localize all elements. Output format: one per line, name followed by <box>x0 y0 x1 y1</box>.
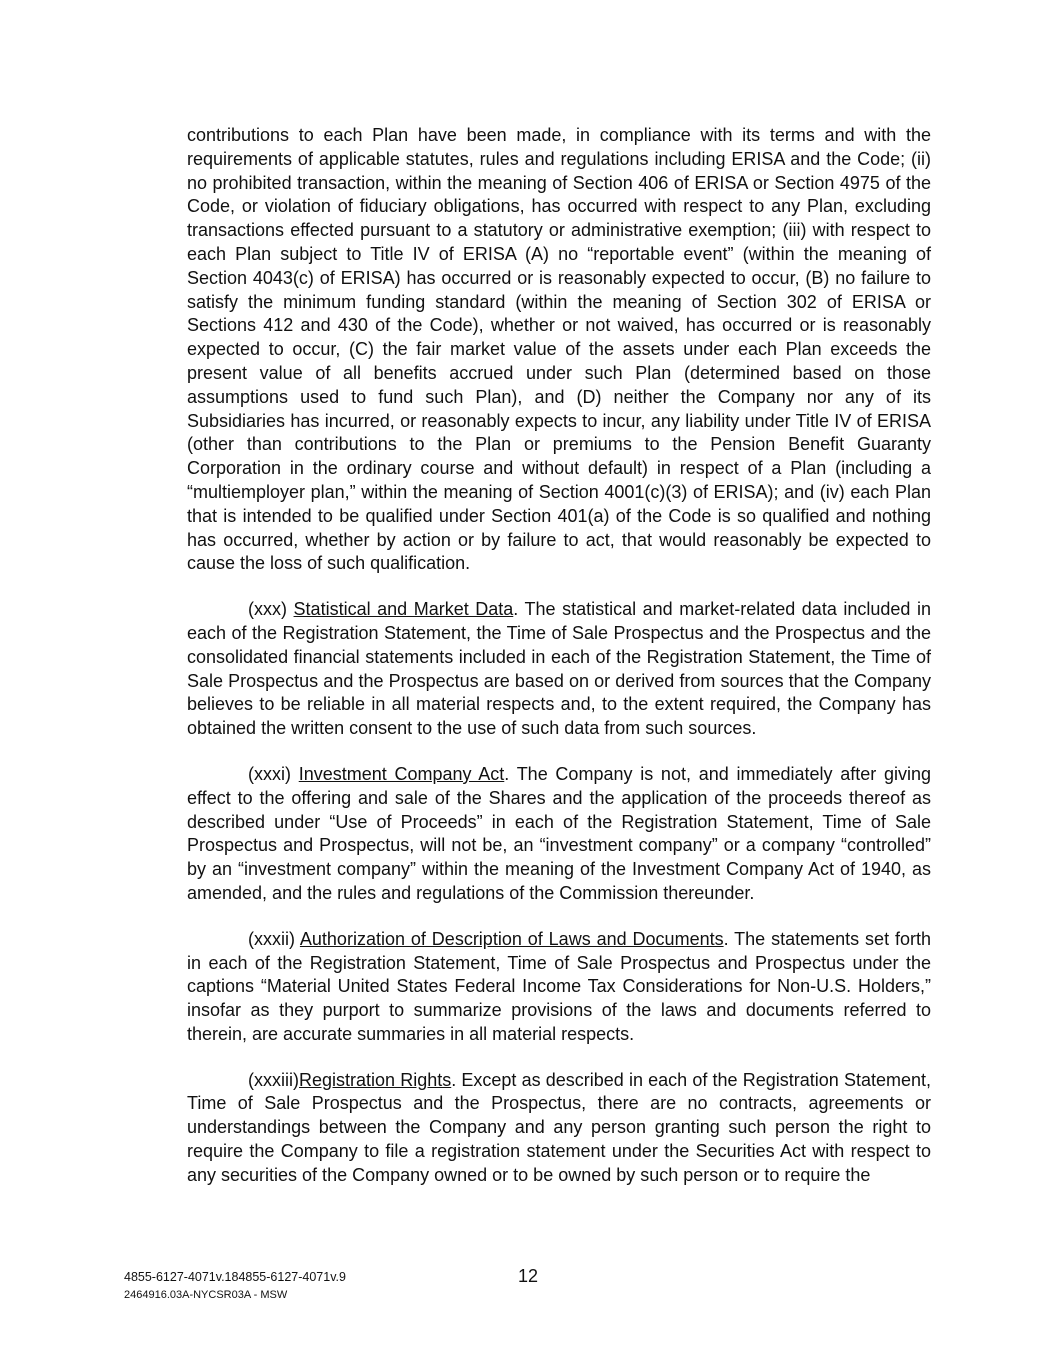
footer-document-id: 4855-6127-4071v.184855-6127-4071v.9 <box>124 1270 346 1284</box>
paragraph-text: . The statements set forth in each of the Registration Statement, Time of Sale Prospectus and Prospectus under the captions “Material United States Federal Income Tax Considerations for Non-U.S. Holders,” insofar as they purport to summarize provisions of the laws and documents referred to therein, are accurate summaries in all material respects. <box>187 928 932 1044</box>
paragraph-erisa-continuation <box>187 124 931 576</box>
document-body <box>187 124 931 1188</box>
footer-document-subid: 2464916.03A-NYCSR03A - MSW <box>124 1289 288 1301</box>
section-heading: Statistical and Market Data <box>293 599 514 620</box>
paragraph-statistical-market-data <box>187 598 931 741</box>
paragraph-text: . The statistical and market-related data included in each of the Registration Statement, the Time of Sale Prospectus and the Prospectus and the consolidated financial statements included in each of the Registration Statement, the Time of Sale Prospectus and the Prospectus are based on or derived from sources that the Company believes to be reliable in all material respects and, to the extent required, the Company has obtained the written consent to the use of such data from such sources. <box>187 599 931 739</box>
paragraph-investment-company-act <box>187 763 931 906</box>
paragraph-text: contributions to each Plan have been made, in compliance with its terms and with the requirements of applicable statutes, rules and regulations including ERISA and the Code; (ii) no prohibited transaction, within the meaning of Section 406 of ERISA or Section 4975 of the Code, or violation of fiduciary obligations, has occurred with respect to any Plan, excluding transactions effected pursuant to a statutory or administrative exemption; (iii) with respect to each Plan subject to Title IV of ERISA (A) no “reportable event” (within the meaning of Section 4043(c) of ERISA) has occurred or is reasonably expected to occur, (B) no failure to satisfy the minimum funding standard (within the meaning of Section 302 of ERISA or Sections 412 and 430 of the Code), whether or not waived, has occurred or is reasonably expected to occur, (C) the fair market value of the assets under each Plan exceeds the present value of all benefits accrued under such Plan (determined based on those assumptions used to fund such Plan), and (D) neither the Company nor any of its Subsidiaries has incurred, or reasonably expects to incur, any liability under Title IV of ERISA (other than contributions to the Plan or premiums to the Pension Benefit Guaranty Corporation in the ordinary course and without default) in respect of a Plan (including a “multiemployer plan,” within the meaning of Section 4001(c)(3) of ERISA); and (iv) each Plan that is intended to be qualified under Section 401(a) of the Code is so qualified and nothing has occurred, whether by action or by failure to act, that would reasonably be expected to cause the loss of such qualification. <box>187 125 931 574</box>
paragraph-text: . Except as described in each of the Registration Statement, Time of Sale Prospectus and the Prospectus, there are no contracts, agreements or understandings between the Company and any person granting such person the right to require the Company to file a registration statement under the Securities Act with respect to any securities of the Company owned or to be owned by such person or to require the <box>187 1069 931 1185</box>
section-heading: Registration Rights <box>299 1069 452 1090</box>
section-heading: Authorization of Description of Laws and Documents <box>299 928 724 949</box>
paragraph-text: . The Company is not, and immediately after giving effect to the offering and sale of the Shares and the application of the proceeds thereof as described under “Use of Proceeds” in each of the Registration Statement, Time of Sale Prospectus and Prospectus, will not be, an “investment company” or a company “controlled” by an “investment company” within the meaning of the Investment Company Act of 1940, as amended, and the rules and regulations of the Commission thereunder. <box>187 763 931 903</box>
paragraph-laws-and-documents <box>187 928 931 1047</box>
section-heading: Investment Company Act <box>298 763 505 784</box>
page-number: 12 <box>518 1266 539 1286</box>
section-number: (xxxi) <box>248 763 299 784</box>
section-number: (xxxiii) <box>248 1069 299 1090</box>
paragraph-registration-rights <box>187 1069 931 1188</box>
section-number: (xxx) <box>248 599 294 620</box>
section-number: (xxxii) <box>248 928 300 949</box>
